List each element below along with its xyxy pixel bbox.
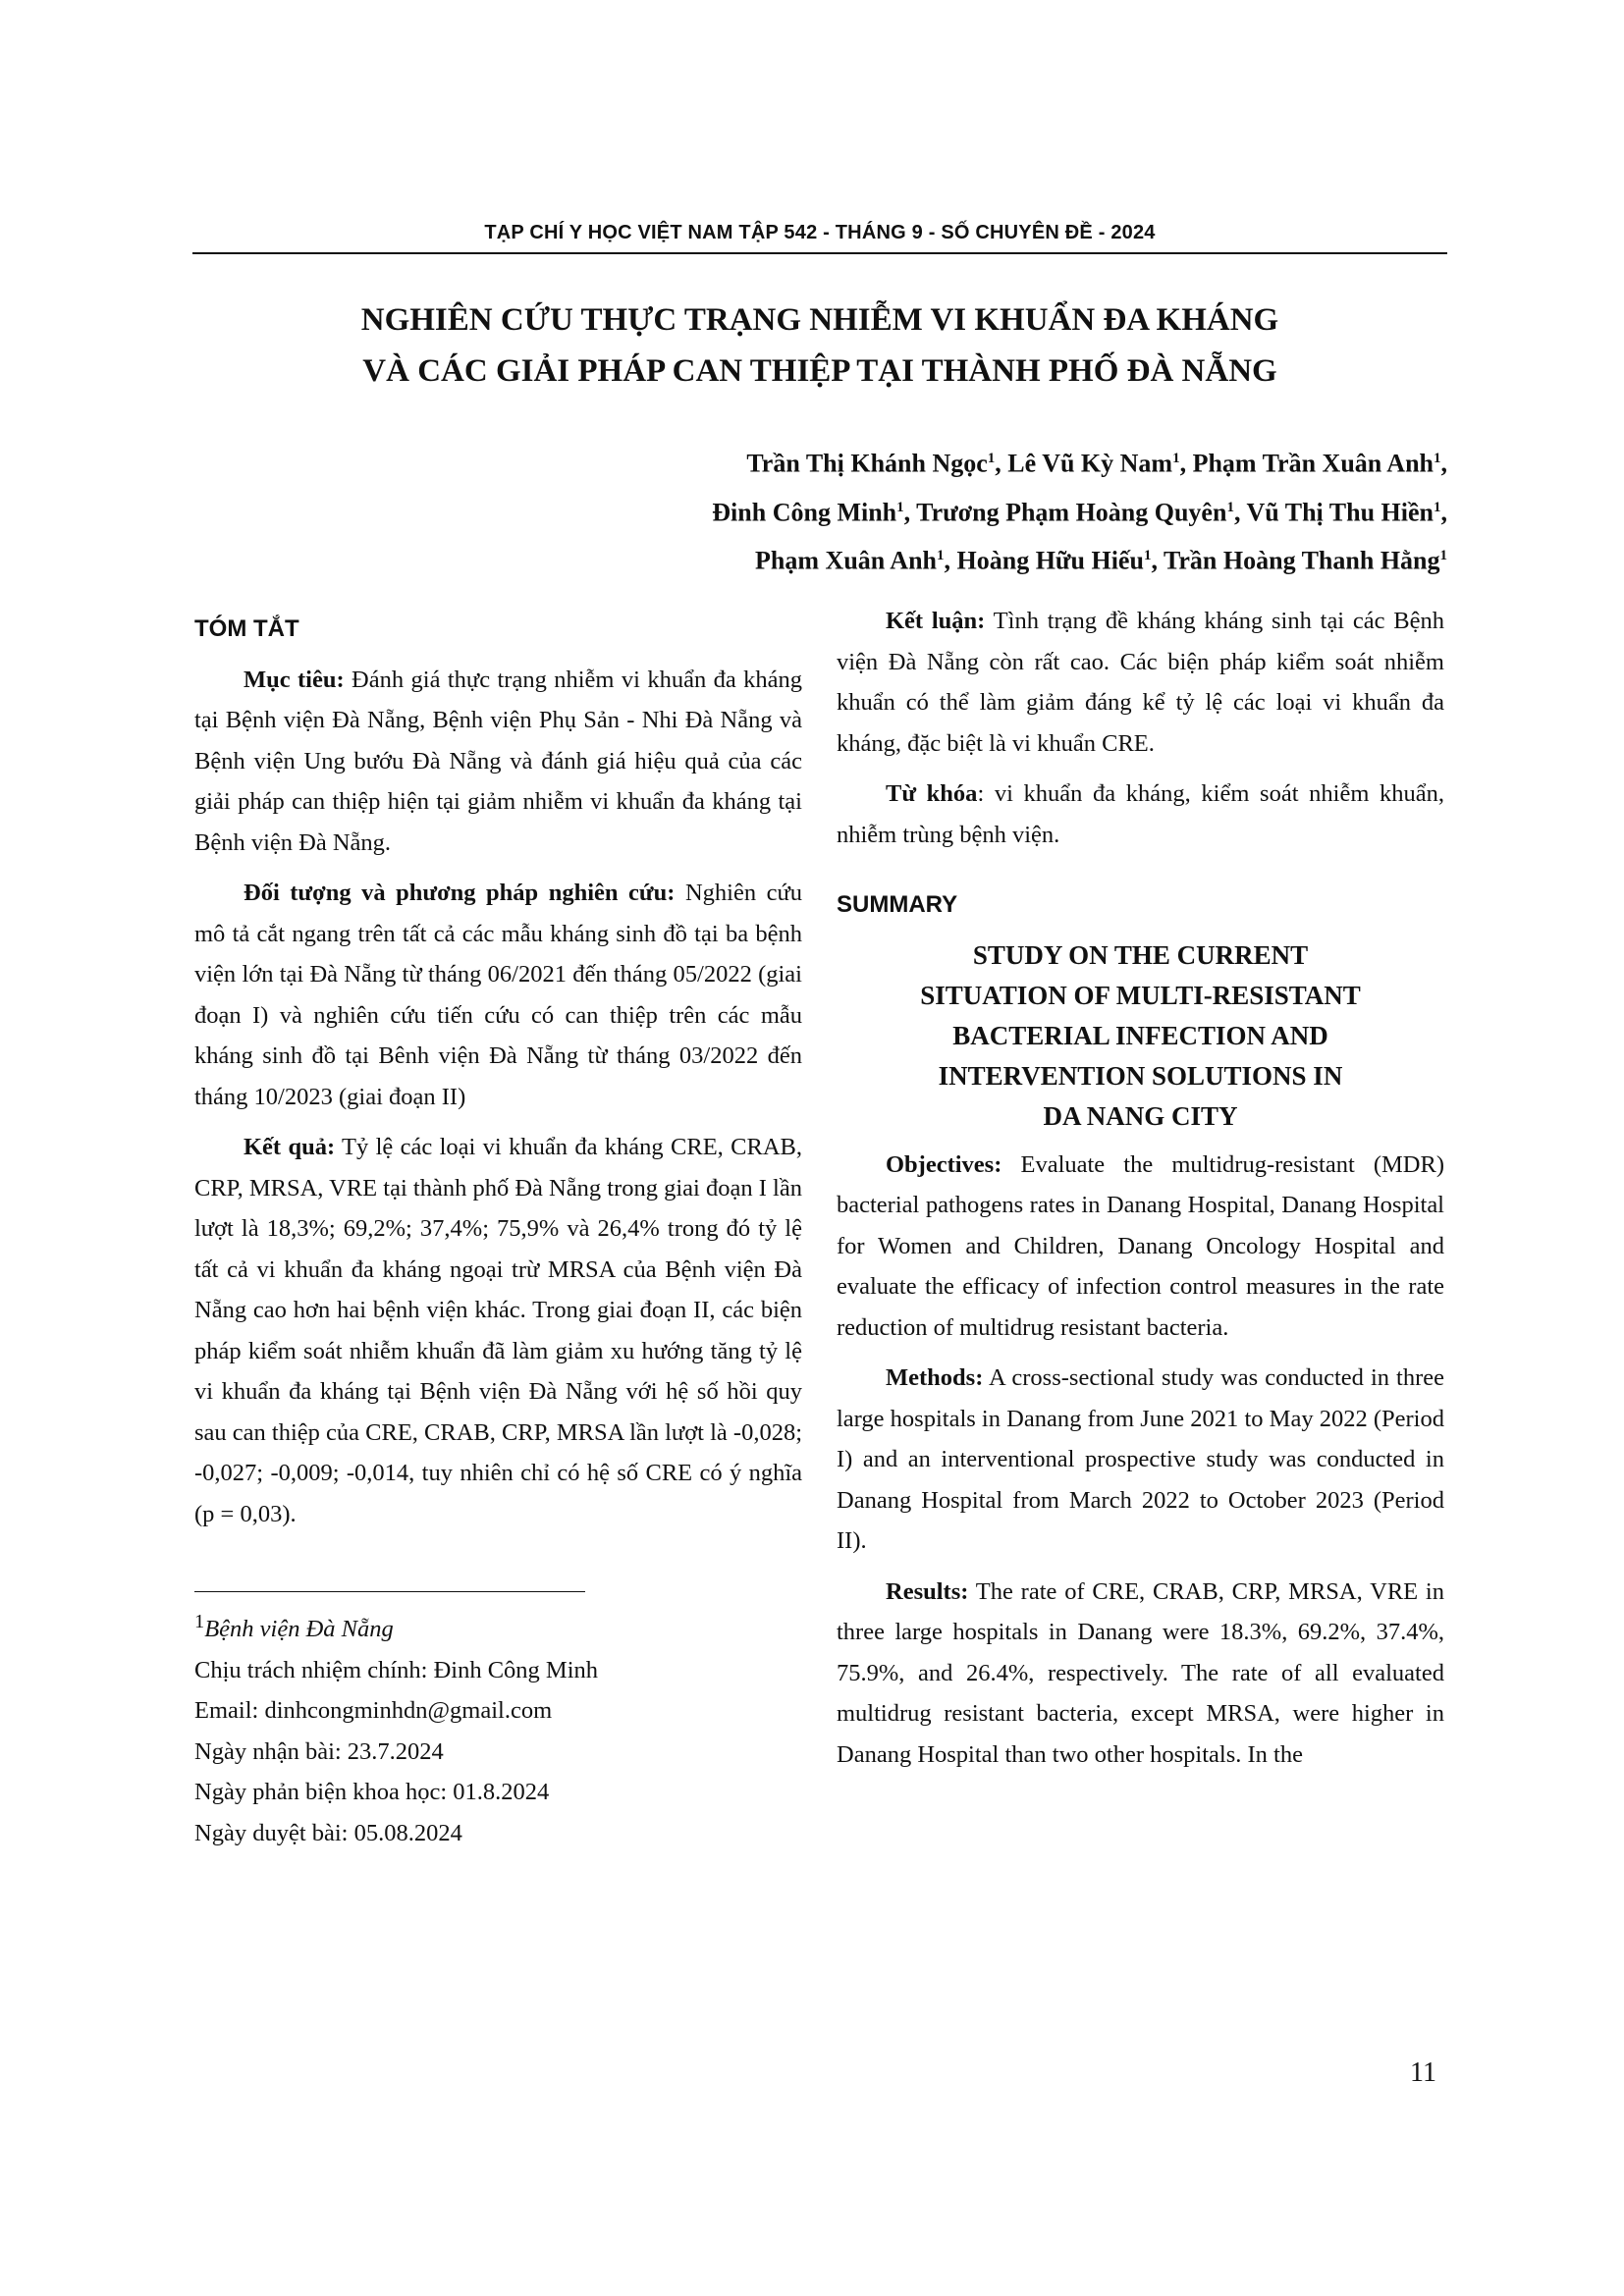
page-number: 11 [1410,2057,1436,2088]
article-title [192,294,1447,397]
methods-paragraph: Đối tượng và phương pháp nghiên cứu: Nghiên cứu mô tả cắt ngang trên tất cả các mẫu kháng sinh đồ tại ba bệnh viện lớn tại Đà Nẵng từ tháng 06/2021 đến tháng 05/2022 (giai đoạn I) và nghiên cứu tiến cứu có can thiệp trên các mẫu kháng sinh đồ tại Bênh viện Đà Nẵng từ tháng 03/2022 đến tháng 10/2023 (giai đoạn II) [194,880,803,1110]
footnote-affiliation: $^1$Bệnh viện Đà Nẵng [194,1611,394,1643]
keywords-paragraph: Từ khóa: vi khuẩn đa kháng, kiểm soát nhiễm khuẩn, nhiễm trùng bệnh viện. [837,780,1445,848]
title-line-1: NGHIÊN CỨU THỰC TRẠNG NHIỄM VI KHUẨN ĐA KHÁNG [360,302,1279,338]
author: Phạm Trần Xuân Anh [1192,449,1434,478]
footnote-accepted: Ngày duyệt bài: 05.08.2024 [194,1819,462,1846]
footnote-received: Ngày nhận bài: 23.7.2024 [194,1737,444,1765]
summary-heading: SUMMARY [837,891,958,918]
footnote-reviewed: Ngày phản biện khoa học: 01.8.2024 [194,1779,550,1806]
abstract-heading: TÓM TẮT [194,615,299,642]
english-title: STUDY ON THE CURRENT SITUATION OF MULTI-RESISTANT BACTERIAL INFECTION AND INTERVENTION SOLUTIONS IN DA NANG CITY [920,939,1361,1131]
author: Phạm Xuân Anh [755,546,938,575]
objective-paragraph: Mục tiêu: Đánh giá thực trạng nhiễm vi khuẩn đa kháng tại Bệnh viện Đà Nẵng, Bệnh viện Phụ Sản - Nhi Đà Nẵng và Bệnh viện Ung bướu Đà Nẵng và đánh giá hiệu quả của các giải pháp can thiệp hiện tại giảm nhiễm vi khuẩn đa kháng tại Bệnh viện Đà Nẵng. [194,666,803,856]
footnote-rule [194,1591,585,1592]
header-rule [192,252,1447,254]
author: Lê Vũ Kỳ Nam [1007,449,1173,478]
footnote-email: Email: dinhcongminhdn@gmail.com [194,1697,553,1725]
author: Đinh Công Minh [712,498,897,527]
conclusion-paragraph: Kết luận: Tình trạng đề kháng kháng sinh tại các Bệnh viện Đà Nẵng còn rất cao. Các biện pháp kiểm soát nhiễm khuẩn có thể làm giảm đáng kể tỷ lệ các loại vi khuẩn đa kháng, đặc biệt là vi khuẩn CRE. [837,608,1445,757]
author: Hoàng Hữu Hiếu [956,546,1144,575]
objectives-paragraph: Objectives: Evaluate the multidrug-resistant (MDR) bacterial pathogens rates in Danang Hospital, Danang Hospital for Women and Children, Danang Oncology Hospital and evaluate the efficacy of infection control measures in the rate reduction of multidrug resistant bacteria. [837,1150,1444,1341]
journal-header: TẠP CHÍ Y HỌC VIỆT NAM TẬP 542 - THÁNG 9 - SỐ CHUYÊN ĐỀ - 2024 [484,222,1156,243]
author: Trương Phạm Hoàng Quyên [916,498,1227,527]
author: Vũ Thị Thu Hiền [1246,498,1434,527]
author: Trần Thị Khánh Ngọc [746,449,988,478]
results-en-paragraph: Results: The rate of CRE, CRAB, CRP, MRSA, VRE in three large hospitals in Danang were 18.3%, 69.2%, 37.4%, 75.9%, and 26.4%, respectively. The rate of all evaluated multidrug resistant bacteria, except MRSA, were higher in Danang Hospital than two other hospitals. In the [837,1577,1444,1768]
left-column [194,601,802,1853]
footnote-corresponding: Chịu trách nhiệm chính: Đinh Công Minh [194,1656,599,1683]
author: Trần Hoàng Thanh Hằng [1163,546,1440,575]
title-line-2: VÀ CÁC GIẢI PHÁP CAN THIỆP TẠI THÀNH PHỐ ĐÀ NẴNG [362,353,1277,389]
right-column [837,601,1444,1785]
results-paragraph: Kết quả: Tỷ lệ các loại vi khuẩn đa kháng CRE, CRAB, CRP, MRSA, VRE tại thành phố Đà Nẵng trong giai đoạn I lần lượt là 18,3%; 69,2%; 37,4%; 75,9% và 26,4% trong đó tỷ lệ tất cả vi khuẩn đa kháng ngoại trừ MRSA của Bệnh viện Đà Nẵng cao hơn hai bệnh viện khác. Trong giai đoạn II, các biện pháp kiểm soát nhiễm khuẩn đã làm giảm xu hướng tăng tỷ lệ vi khuẩn đa kháng tại Bệnh viện Đà Nẵng với hệ số hồi quy sau can thiệp của CRE, CRAB, CRP, MRSA lần lượt là -0,028; -0,027; -0,009; -0,014, tuy nhiên chỉ có hệ số CRE có ý nghĩa (p = 0,03). [194,1134,802,1527]
author-list: Trần Thị Khánh Ngọc$^1$, Lê Vũ Kỳ Nam$^1$, Phạm Trần Xuân Anh$^1$, Đinh Công Minh$^1$, Trương Phạm Hoàng Quyên$^1$, Vũ Thị Thu Hiền$^1$, Phạm Xuân Anh$^1$, Hoàng Hữu Hiếu$^1$, Trần Hoàng Thanh Hằng$^1$ [712,449,1447,575]
methods-en-paragraph: Methods: A cross-sectional study was conducted in three large hospitals in Danang from June 2021 to May 2022 (Period I) and an interventional prospective study was conducted in Danang Hospital from March 2022 to October 2023 (Period II). [837,1364,1444,1554]
